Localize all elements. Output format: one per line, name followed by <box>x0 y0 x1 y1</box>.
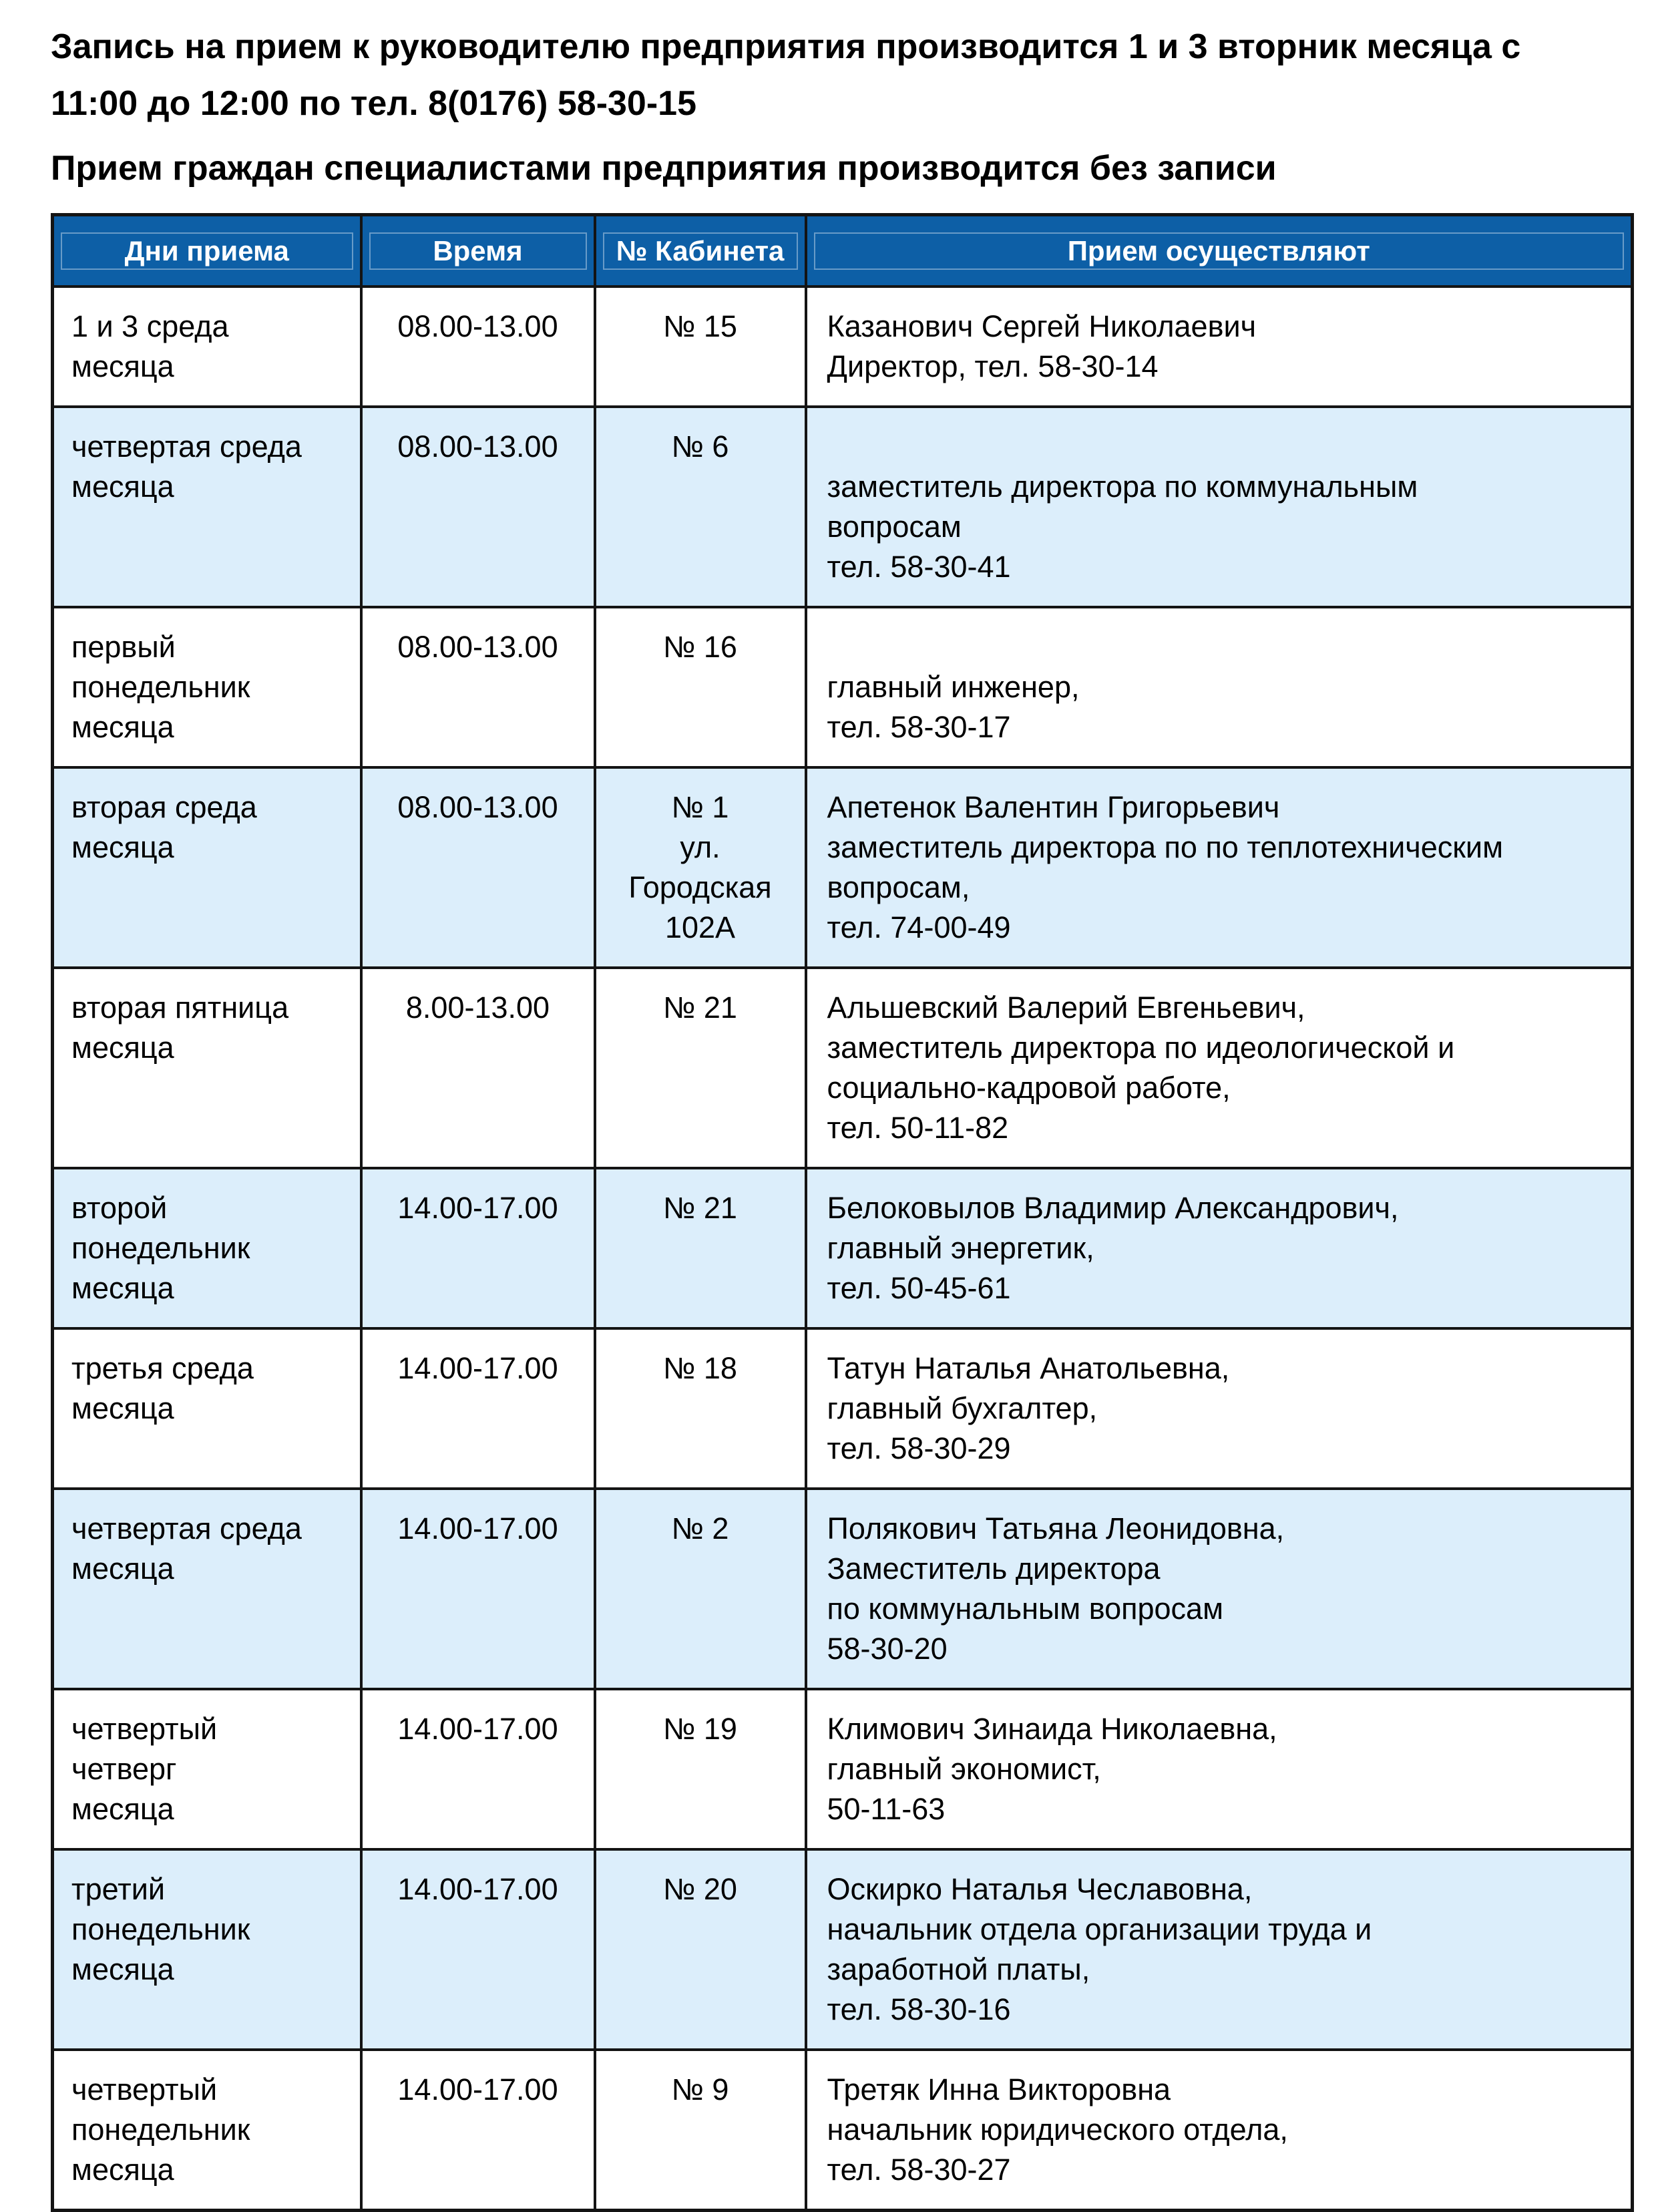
cell-receiving-official <box>806 287 1633 407</box>
cell-reception-days-text: четвертая среда месяца <box>71 1511 302 1586</box>
cell-reception-days <box>53 968 361 1168</box>
table-row <box>53 1689 1633 1849</box>
column-header-cabinet <box>595 215 806 287</box>
cell-cabinet-number-text: № 1 ул. Городская 102А <box>628 790 772 944</box>
cell-reception-time <box>361 1489 595 1689</box>
cell-reception-days <box>53 407 361 607</box>
column-header-days-label: Дни приема <box>61 232 353 270</box>
cell-reception-days <box>53 1328 361 1489</box>
intro-paragraph-no-booking: Прием граждан специалистами предприятия производится без записи <box>51 149 1277 188</box>
cell-cabinet-number <box>595 1689 806 1849</box>
cell-cabinet-number <box>595 767 806 968</box>
table-row <box>53 1489 1633 1689</box>
cell-reception-days <box>53 767 361 968</box>
cell-cabinet-number <box>595 968 806 1168</box>
cell-receiving-official-text: Татун Наталья Анатольевна, главный бухгалтер, тел. 58-30-29 <box>827 1351 1230 1465</box>
intro-paragraph-appointment: Запись на прием к руководителю предприятия производится 1 и 3 вторник месяца с 11:00 до 12:00 по тел. 8(0176) 58-30-15 <box>51 27 1521 123</box>
column-header-person-label: Прием осуществляют <box>814 232 1625 270</box>
cell-receiving-official <box>806 1328 1633 1489</box>
cell-reception-time-text: 8.00-13.00 <box>405 990 550 1025</box>
cell-reception-time <box>361 1168 595 1328</box>
cell-receiving-official-text: Казанович Сергей Николаевич Директор, тел. 58-30-14 <box>827 309 1257 383</box>
cell-receiving-official-text: Оскирко Наталья Чеславовна, начальник отдела организации труда и заработной платы, тел. 58-30-16 <box>827 1872 1372 2026</box>
cell-reception-days <box>53 1689 361 1849</box>
cell-reception-time-text: 08.00-13.00 <box>397 429 558 464</box>
table-row <box>53 767 1633 968</box>
cell-receiving-official <box>806 1168 1633 1328</box>
table-row <box>53 1168 1633 1328</box>
cell-reception-time-text: 14.00-17.00 <box>397 1872 558 1906</box>
cell-reception-time <box>361 287 595 407</box>
cell-reception-time-text: 08.00-13.00 <box>397 790 558 824</box>
cell-reception-days-text: второй понедельник месяца <box>71 1191 250 1305</box>
table-row <box>53 407 1633 607</box>
column-header-cabinet-label: № Кабинета <box>603 232 798 270</box>
cell-cabinet-number-text: № 21 <box>663 990 737 1025</box>
cell-reception-time <box>361 1849 595 2050</box>
cell-receiving-official-text: заместитель директора по коммунальным вопросам тел. 58-30-41 <box>827 470 1418 584</box>
cell-reception-days-text: вторая пятница месяца <box>71 990 289 1065</box>
cell-reception-days <box>53 2050 361 2211</box>
cell-reception-time-text: 14.00-17.00 <box>397 1712 558 1746</box>
cell-reception-days-text: четвертая среда месяца <box>71 429 302 504</box>
cell-cabinet-number-text: № 6 <box>671 429 729 464</box>
cell-reception-days-text: первый понедельник месяца <box>71 630 250 744</box>
cell-reception-time-text: 14.00-17.00 <box>397 2072 558 2106</box>
cell-reception-days-text: четвертый четверг месяца <box>71 1712 218 1826</box>
column-header-days <box>53 215 361 287</box>
cell-reception-time <box>361 2050 595 2211</box>
cell-reception-time <box>361 968 595 1168</box>
cell-receiving-official <box>806 1689 1633 1849</box>
cell-cabinet-number <box>595 1168 806 1328</box>
cell-cabinet-number <box>595 1328 806 1489</box>
cell-receiving-official-text: Белоковылов Владимир Александрович, главный энергетик, тел. 50-45-61 <box>827 1191 1399 1305</box>
cell-reception-days <box>53 287 361 407</box>
cell-reception-days <box>53 1168 361 1328</box>
cell-reception-days-text: третья среда месяца <box>71 1351 254 1425</box>
cell-receiving-official-text: Полякович Татьяна Леонидовна, Заместитель директора по коммунальным вопросам 58-30-20 <box>827 1511 1285 1666</box>
cell-cabinet-number-text: № 19 <box>663 1712 737 1746</box>
cell-cabinet-number <box>595 287 806 407</box>
cell-reception-time-text: 14.00-17.00 <box>397 1191 558 1225</box>
column-header-time <box>361 215 595 287</box>
cell-cabinet-number <box>595 2050 806 2211</box>
cell-reception-days-text: четвертый понедельник месяца <box>71 2072 250 2187</box>
cell-cabinet-number-text: № 16 <box>663 630 737 664</box>
cell-cabinet-number <box>595 607 806 767</box>
cell-receiving-official <box>806 968 1633 1168</box>
cell-receiving-official-text: Климович Зинаида Николаевна, главный экономист, 50-11-63 <box>827 1712 1277 1826</box>
cell-cabinet-number-text: № 15 <box>663 309 737 343</box>
cell-reception-time <box>361 1689 595 1849</box>
reception-schedule-table <box>51 213 1634 2212</box>
cell-reception-time-text: 08.00-13.00 <box>397 309 558 343</box>
cell-reception-time-text: 14.00-17.00 <box>397 1511 558 1545</box>
cell-reception-days <box>53 1489 361 1689</box>
cell-reception-time-text: 14.00-17.00 <box>397 1351 558 1385</box>
cell-receiving-official-text: Альшевский Валерий Евгеньевич, заместитель директора по идеологической и социально-кадровой работе, тел. 50-11-82 <box>827 990 1455 1145</box>
cell-cabinet-number <box>595 407 806 607</box>
cell-cabinet-number-text: № 18 <box>663 1351 737 1385</box>
cell-receiving-official <box>806 767 1633 968</box>
cell-cabinet-number-text: № 2 <box>671 1511 729 1545</box>
cell-receiving-official <box>806 407 1633 607</box>
cell-cabinet-number-text: № 21 <box>663 1191 737 1225</box>
table-header-row <box>53 215 1633 287</box>
cell-reception-days-text: 1 и 3 среда месяца <box>71 309 229 383</box>
cell-reception-days-text: вторая среда месяца <box>71 790 257 864</box>
table-row <box>53 1328 1633 1489</box>
cell-cabinet-number <box>595 1489 806 1689</box>
cell-receiving-official <box>806 2050 1633 2211</box>
cell-receiving-official-text: Апетенок Валентин Григорьевич заместитель директора по по теплотехническим вопросам, тел. 74-00-49 <box>827 790 1503 944</box>
table-body <box>53 287 1633 2211</box>
table-row <box>53 607 1633 767</box>
cell-cabinet-number-text: № 9 <box>671 2072 729 2106</box>
cell-receiving-official <box>806 1489 1633 1689</box>
cell-reception-days-text: третий понедельник месяца <box>71 1872 250 1986</box>
table-row <box>53 287 1633 407</box>
cell-receiving-official-text: главный инженер, тел. 58-30-17 <box>827 670 1080 744</box>
cell-receiving-official-text: Третяк Инна Викторовна начальник юридического отдела, тел. 58-30-27 <box>827 2072 1288 2187</box>
table-row <box>53 968 1633 1168</box>
cell-reception-days <box>53 607 361 767</box>
cell-reception-time <box>361 607 595 767</box>
cell-reception-days <box>53 1849 361 2050</box>
cell-receiving-official <box>806 607 1633 767</box>
cell-receiving-official <box>806 1849 1633 2050</box>
column-header-person <box>806 215 1633 287</box>
cell-reception-time <box>361 1328 595 1489</box>
cell-reception-time-text: 08.00-13.00 <box>397 630 558 664</box>
column-header-time-label: Время <box>369 232 587 270</box>
table-row <box>53 1849 1633 2050</box>
cell-cabinet-number-text: № 20 <box>663 1872 737 1906</box>
table-row <box>53 2050 1633 2211</box>
cell-cabinet-number <box>595 1849 806 2050</box>
cell-reception-time <box>361 767 595 968</box>
cell-reception-time <box>361 407 595 607</box>
